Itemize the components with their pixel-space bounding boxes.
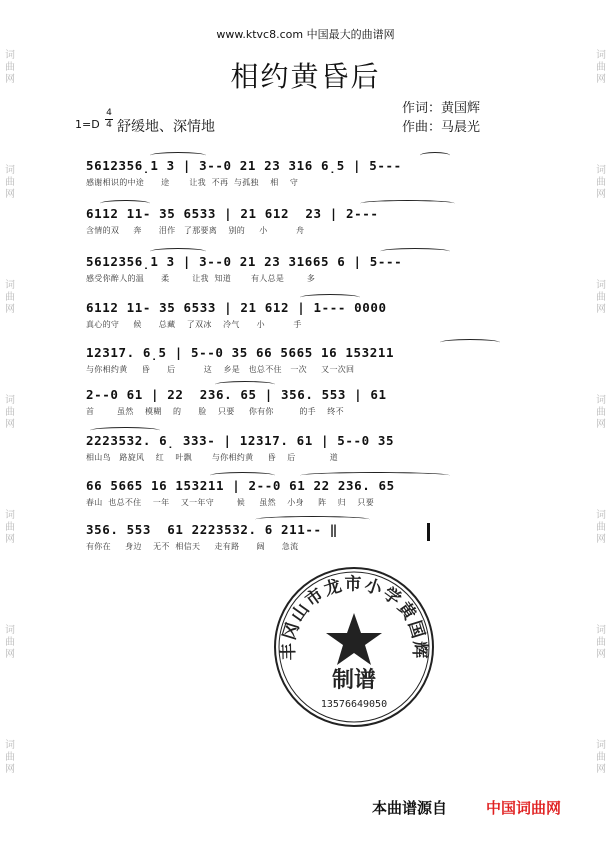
notation-line: 12317. 6̣5 | 5--0 35 66 5665 16 153211 [86,345,395,360]
side-watermark-text: 词 曲 网 [596,740,606,775]
tempo-marking: 舒缓地、深情地 [117,119,215,135]
notation-line: 356. 553 61 2223532. 6 211-- ‖ [86,522,338,537]
side-watermark-text: 词 曲 网 [596,395,606,430]
side-watermark-text: 词 曲 网 [5,740,15,775]
side-watermark-text: 词 曲 网 [5,280,15,315]
side-watermark-text: 词 曲 网 [596,165,606,200]
score-system [86,300,516,330]
score-system [86,478,516,508]
lyric-line: 有你在 身边 无不 相信天 走有路 阔 急流 [86,542,299,551]
notation-line: 2--0 61 | 22 236. 65 | 356. 553 | 61 [86,387,387,402]
slur-mark [210,472,275,479]
lyric-line: 春山 也总不住 一年 又一年守 候 虽然 小身 阵 归 只要 [86,498,375,507]
stamp-center-text: 制谱 [331,668,377,693]
song-title: 相约黄昏后 [230,60,381,93]
score-system [86,254,516,284]
notation-line: 66 5665 16 153211 | 2--0 61 22 236. 65 [86,478,395,493]
side-watermark-text: 词 曲 网 [596,625,606,660]
slur-mark [380,248,450,255]
time-signature-bottom: 4 [106,120,112,130]
lyric-line: 与你相约黄 昏 后 这 乡是 也总不住 一次 又一次回 [86,365,355,374]
score-system [86,206,516,236]
slur-mark [100,200,150,207]
side-watermark-text: 词 曲 网 [5,510,15,545]
slur-mark [420,152,450,159]
slur-mark [150,248,206,255]
notation-line: 5612356̣1 3 | 3--0 21 23 31665 6 | 5--- [86,254,403,269]
stamp-arc-text: 丰冈山市龙市小学黄国辉 [278,574,430,661]
footer-site-link[interactable]: 中国词曲网 [486,799,562,817]
lyric-line: 首 虽然 模糊 的 脸 只要 你有你 的手 终不 [86,407,344,416]
notation-line: 6112 11- 35 6533 | 21 612 | 1--- 0000 [86,300,387,315]
side-watermark-text: 词 曲 网 [5,50,15,85]
side-watermark-text: 词 曲 网 [596,280,606,315]
site-header[interactable]: www.ktvc8.com 中国最大的曲谱网 [216,28,395,41]
notation-line: 5612356̣1 3 | 3--0 21 23 316 6̣5 | 5--- [86,158,402,173]
score-system [86,522,516,552]
slur-mark [300,472,450,479]
notation-line: 6112 11- 35 6533 | 21 612 23 | 2--- [86,206,379,221]
lyricist-credit: 作词：黄国辉 [402,101,481,116]
footer-source-label: 本曲谱源自 [372,799,448,817]
lyric-line: 含情的双 奔 泪作 了那要离 别的 小 舟 [86,226,305,235]
star-icon [326,613,382,665]
lyric-line: 真心的守 候 总藏 了双冰 冷气 小 手 [86,320,302,329]
slur-mark [255,516,370,523]
key-signature: 1=D [75,118,100,131]
side-watermark-text: 词 曲 网 [5,395,15,430]
side-watermark-text: 词 曲 网 [596,50,606,85]
slur-mark [360,200,455,207]
side-watermark-text: 词 曲 网 [5,165,15,200]
score-system [86,433,516,463]
slur-mark [150,152,206,159]
notation-line: 2223532. 6̣ 333- | 12317. 61 | 5--0 35 [86,433,395,448]
side-watermark-text: 词 曲 网 [596,510,606,545]
author-stamp [272,565,436,729]
score-system [86,158,516,188]
stamp-phone: 13576649050 [320,699,388,710]
slur-mark [90,427,160,434]
score-system [86,387,516,417]
composer-credit: 作曲：马晨光 [402,120,481,135]
slur-mark [300,294,360,301]
slur-mark [440,339,500,346]
score-system [86,345,516,375]
time-signature [105,109,113,130]
side-watermark-text: 词 曲 网 [5,625,15,660]
final-barline [427,523,430,541]
lyric-line: 感谢相识的中途 途 让我 不再 与孤独 相 守 [86,178,299,187]
lyric-line: 相山鸟 路旋风 红 叶飘 与你相约黄 昏 后 道 [86,453,338,462]
lyric-line: 感受你醉人的温 柔 让我 知道 有人总是 多 [86,274,316,283]
time-signature-top: 4 [106,108,112,118]
slur-mark [215,381,275,388]
